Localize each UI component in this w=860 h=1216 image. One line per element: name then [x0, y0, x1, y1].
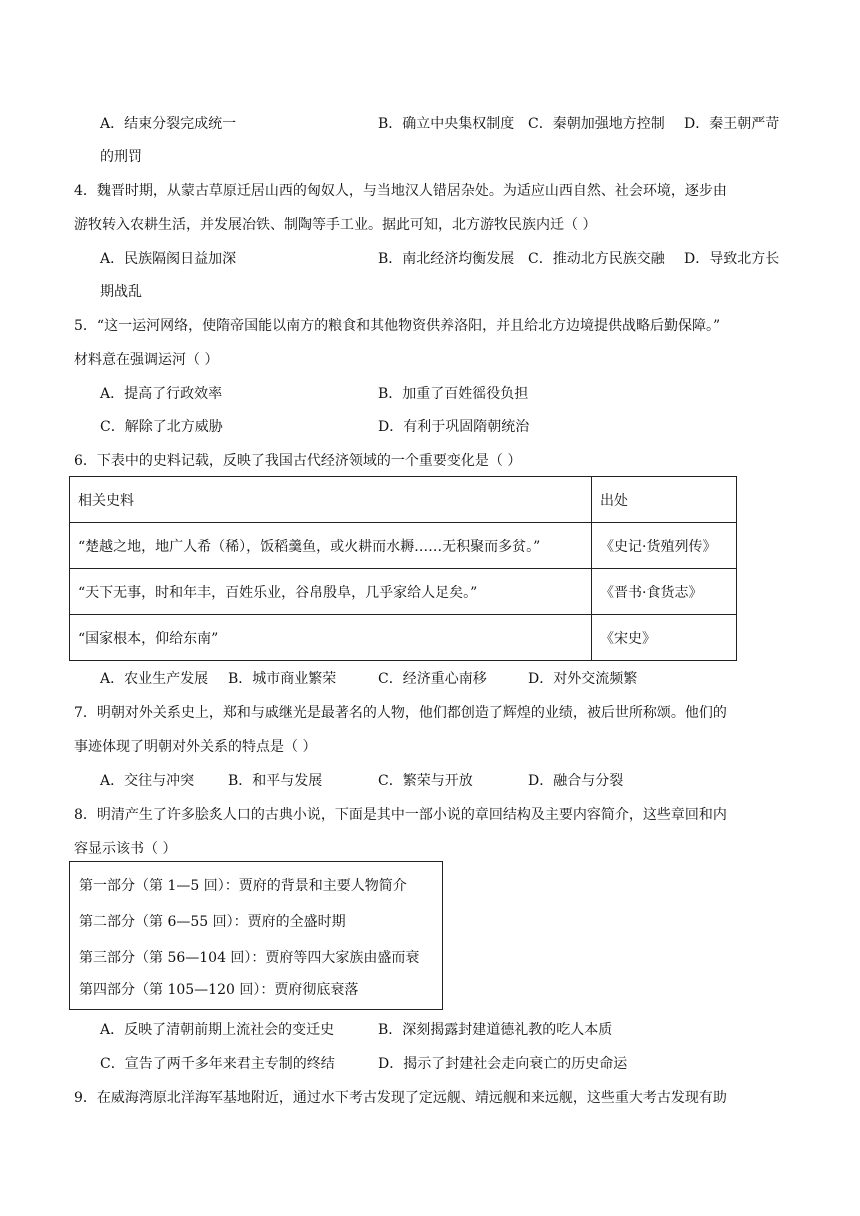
q6-option-a: A．农业生产发展 [100, 671, 209, 687]
table-row [70, 615, 737, 661]
q4-stem-line2: 游牧转入农耕生活，并发展冶铁、制陶等手工业。据此可知，北方游牧民族内迁（ ） [74, 217, 597, 233]
q5-option-b: B．加重了百姓徭役负担 [378, 386, 529, 402]
q7-stem-line2: 事迹体现了明朝对外关系的特点是（ ） [74, 739, 317, 755]
q7-stem-line1: 7．明朝对外关系史上，郑和与戚继光是最著名的人物，他们都创造了辉煌的业绩，被后世所称颂。他们的 [74, 705, 727, 721]
q5-stem-line2: 材料意在强调运河（ ） [74, 352, 219, 368]
q9-stem-line1: 9．在威海湾原北洋海军基地附近，通过水下考古发现了定远舰、靖远舰和来远舰，这些重大考古发现有助 [74, 1090, 727, 1106]
q8-stem-line1: 8．明清产生了许多脍炙人口的古典小说，下面是其中一部小说的章回结构及主要内容简介，这些章回和内 [74, 807, 727, 823]
box-line: 第三部分（第 56—104 回）：贾府等四大家族由盛而衰 [79, 950, 420, 966]
q6-option-c: C．经济重心南移 [378, 671, 487, 687]
source-table [69, 476, 737, 661]
q3-option-a: A．结束分裂完成统一 [100, 116, 237, 132]
table-header-cell: 相关史料 [70, 477, 592, 523]
q3-option-b: B．确立中央集权制度 [378, 116, 515, 132]
q6-stem: 6．下表中的史料记载，反映了我国古代经济领域的一个重要变化是（ ） [74, 453, 522, 469]
box-line: 第四部分（第 105—120 回）：贾府彻底衰落 [79, 982, 359, 998]
q5-option-c: C．解除了北方威胁 [100, 419, 223, 435]
table-row [70, 523, 737, 569]
table-cell: 《晋书·食货志》 [592, 569, 737, 615]
q8-option-d: D．揭示了封建社会走向衰亡的历史命运 [378, 1056, 628, 1072]
q8-stem-line2: 容显示该书（ ） [74, 841, 177, 857]
table-cell: “天下无事，时和年丰，百姓乐业，谷帛殷阜，几乎家给人足矣。” [70, 569, 592, 615]
q6-option-b: B．城市商业繁荣 [228, 671, 337, 687]
q3-option-d-continued: 的刑罚 [100, 149, 142, 165]
q7-option-d: D．融合与分裂 [528, 773, 624, 789]
q7-option-b: B．和平与发展 [228, 773, 323, 789]
q4-option-c: C．推动北方民族交融 [528, 251, 665, 267]
q3-option-c: C．秦朝加强地方控制 [528, 116, 665, 132]
q4-option-a: A．民族隔阂日益加深 [100, 251, 237, 267]
q4-option-d: D．导致北方长 [684, 251, 780, 267]
q4-option-b: B．南北经济均衡发展 [378, 251, 515, 267]
q8-option-c: C．宣告了两千多年来君主专制的终结 [100, 1056, 335, 1072]
table-cell: 《宋史》 [592, 615, 737, 661]
q8-option-a: A．反映了清朝前期上流社会的变迁史 [100, 1022, 335, 1038]
q7-option-a: A．交往与冲突 [100, 773, 195, 789]
q4-option-d-continued: 期战乱 [100, 284, 142, 300]
q5-option-a: A．提高了行政效率 [100, 386, 223, 402]
table-header-cell: 出处 [592, 477, 737, 523]
table-cell: 《史记·货殖列传》 [592, 523, 737, 569]
q3-option-d: D．秦王朝严苛 [684, 116, 780, 132]
q4-stem-line1: 4．魏晋时期，从蒙古草原迁居山西的匈奴人，与当地汉人错居杂处。为适应山西自然、社会环境，逐步由 [74, 183, 727, 199]
q6-option-d: D．对外交流频繁 [528, 671, 638, 687]
novel-structure-box [69, 861, 443, 1010]
table-cell: “国家根本，仰给东南” [70, 615, 592, 661]
box-line: 第一部分（第 1—5 回）：贾府的背景和主要人物简介 [79, 878, 407, 894]
q5-stem-line1: 5．“这一运河网络，使隋帝国能以南方的粮食和其他物资供养洛阳，并且给北方边境提供战略后勤保障。” [74, 318, 721, 334]
q7-option-c: C．繁荣与开放 [378, 773, 473, 789]
box-line: 第二部分（第 6—55 回）：贾府的全盛时期 [79, 914, 346, 930]
q5-option-d: D．有利于巩固隋朝统治 [378, 419, 530, 435]
table-row [70, 569, 737, 615]
q8-option-b: B．深刻揭露封建道德礼教的吃人本质 [378, 1022, 613, 1038]
table-header-row [70, 477, 737, 523]
table-cell: “楚越之地，地广人希（稀），饭稻羹鱼，或火耕而水耨……无积聚而多贫。” [70, 523, 592, 569]
